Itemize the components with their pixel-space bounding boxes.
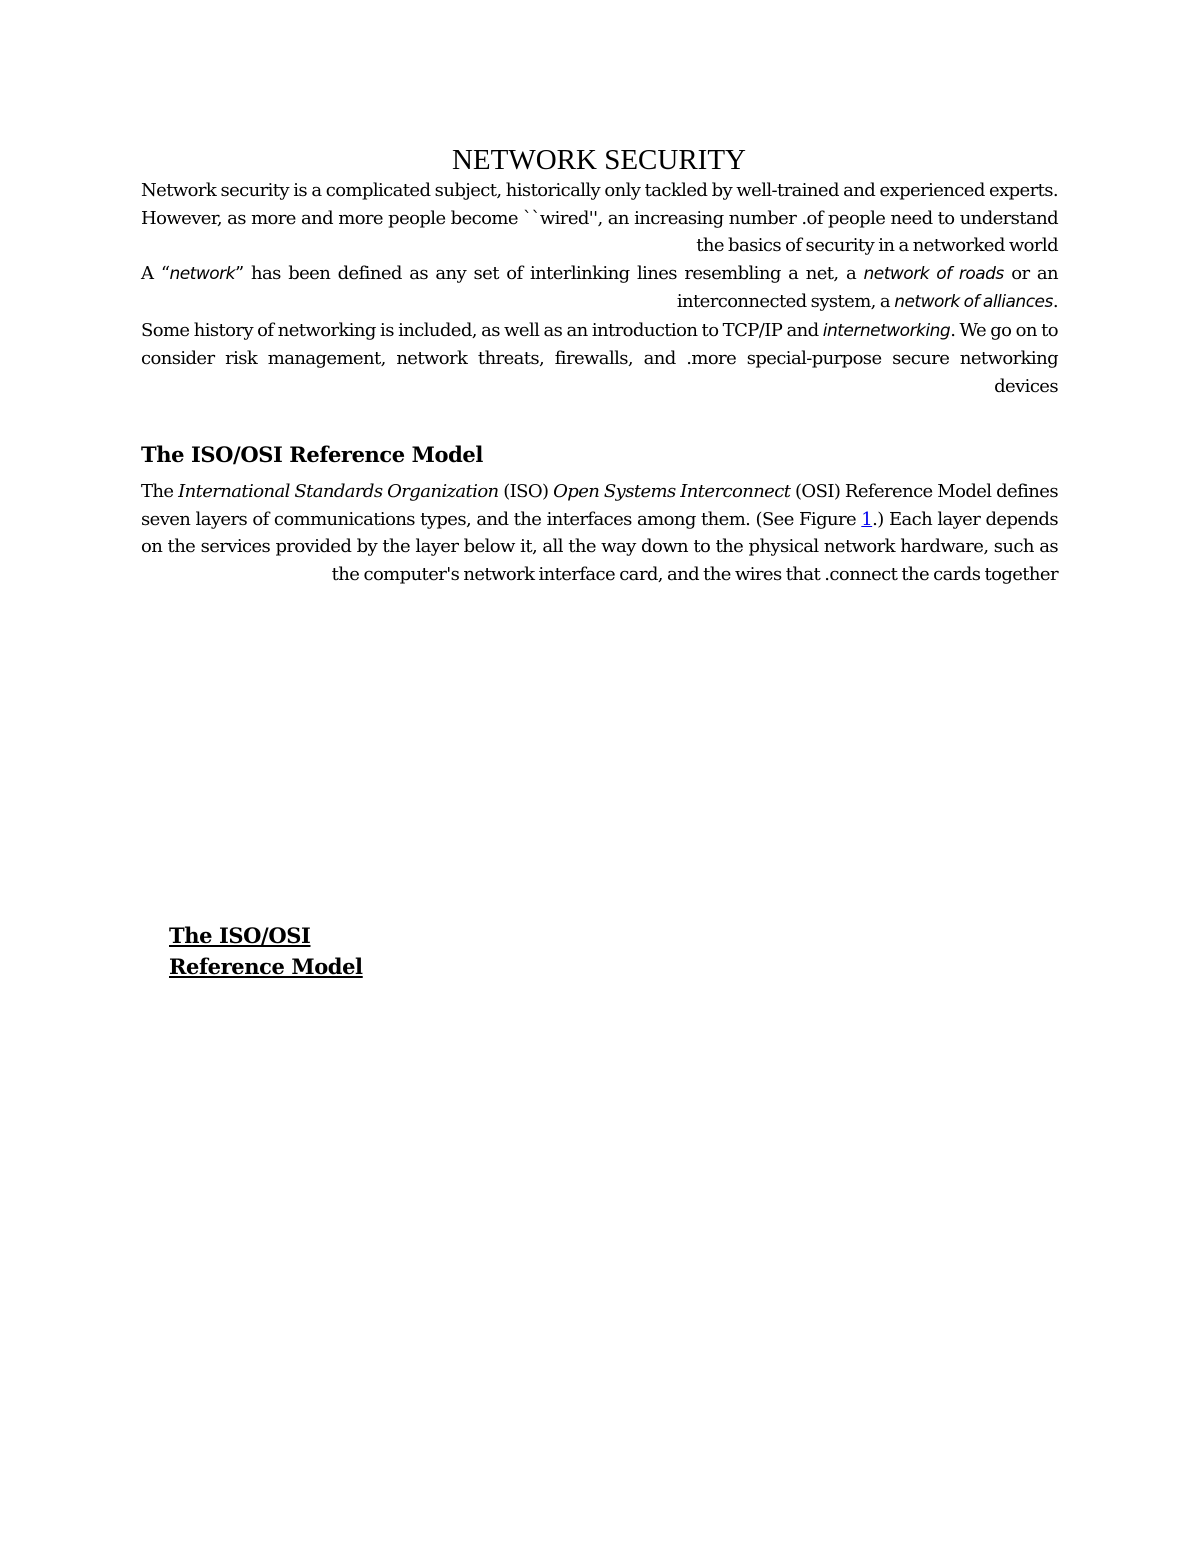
osi-name: Open Systems Interconnect xyxy=(553,481,791,502)
osi-text-c: (OSI) Reference Model defines seven layers of communications types, and the interfaces among them. (See Figure xyxy=(141,481,1058,530)
osi-text-a: The xyxy=(141,481,179,502)
network-term: network xyxy=(169,263,235,284)
figure-caption-line-2: Reference Model xyxy=(169,954,363,979)
p3-text-a: Some history of networking is included, as well as an introduction to TCP/IP and xyxy=(141,319,823,341)
network-of-alliances-term: network of alliances xyxy=(894,292,1053,312)
intro-paragraph-3 xyxy=(141,317,1058,401)
p2-text-c: or an interconnected system, a xyxy=(676,262,1059,312)
p2-trailing-dot: . xyxy=(1052,291,1058,312)
osi-text-b: (ISO) xyxy=(498,481,554,502)
network-of-roads-term: network of roads xyxy=(863,263,1004,284)
figure-1-link[interactable]: 1 xyxy=(861,508,873,530)
internetworking-term: internetworking xyxy=(822,320,951,341)
p2-text-a: A “ xyxy=(141,262,170,284)
osi-text-d: .) Each layer depends on the services provided by the layer below it, all the way down to the physical network hardware, such as the computer's network interface card, and the wires that .connect the cards together xyxy=(141,508,1058,585)
page-title: NETWORK SECURITY xyxy=(451,144,746,176)
p2-text-b: ” has been defined as any set of interlinking lines resembling a net, a xyxy=(234,262,864,284)
figure-caption-line-1: The ISO/OSI xyxy=(169,923,311,948)
osi-paragraph xyxy=(141,478,1058,588)
iso-name: International Standards Organization xyxy=(178,481,499,502)
osi-section xyxy=(141,478,1058,588)
intro-paragraph-1: Network security is a complicated subject, historically only tackled by well-trained and experienced experts. However, as more and more people become ``wired'', an increasing number .of people need to understand the basics of security in a networked world xyxy=(141,180,1058,256)
section-heading: The ISO/OSI Reference Model xyxy=(141,442,483,467)
intro-section xyxy=(141,177,1058,400)
p3-text-b: . We go on to consider risk management, network threats, firewalls, and .more special-purpose secure networking devices xyxy=(141,319,1058,397)
intro-paragraph-2 xyxy=(141,260,1058,317)
figure-caption xyxy=(169,920,363,982)
